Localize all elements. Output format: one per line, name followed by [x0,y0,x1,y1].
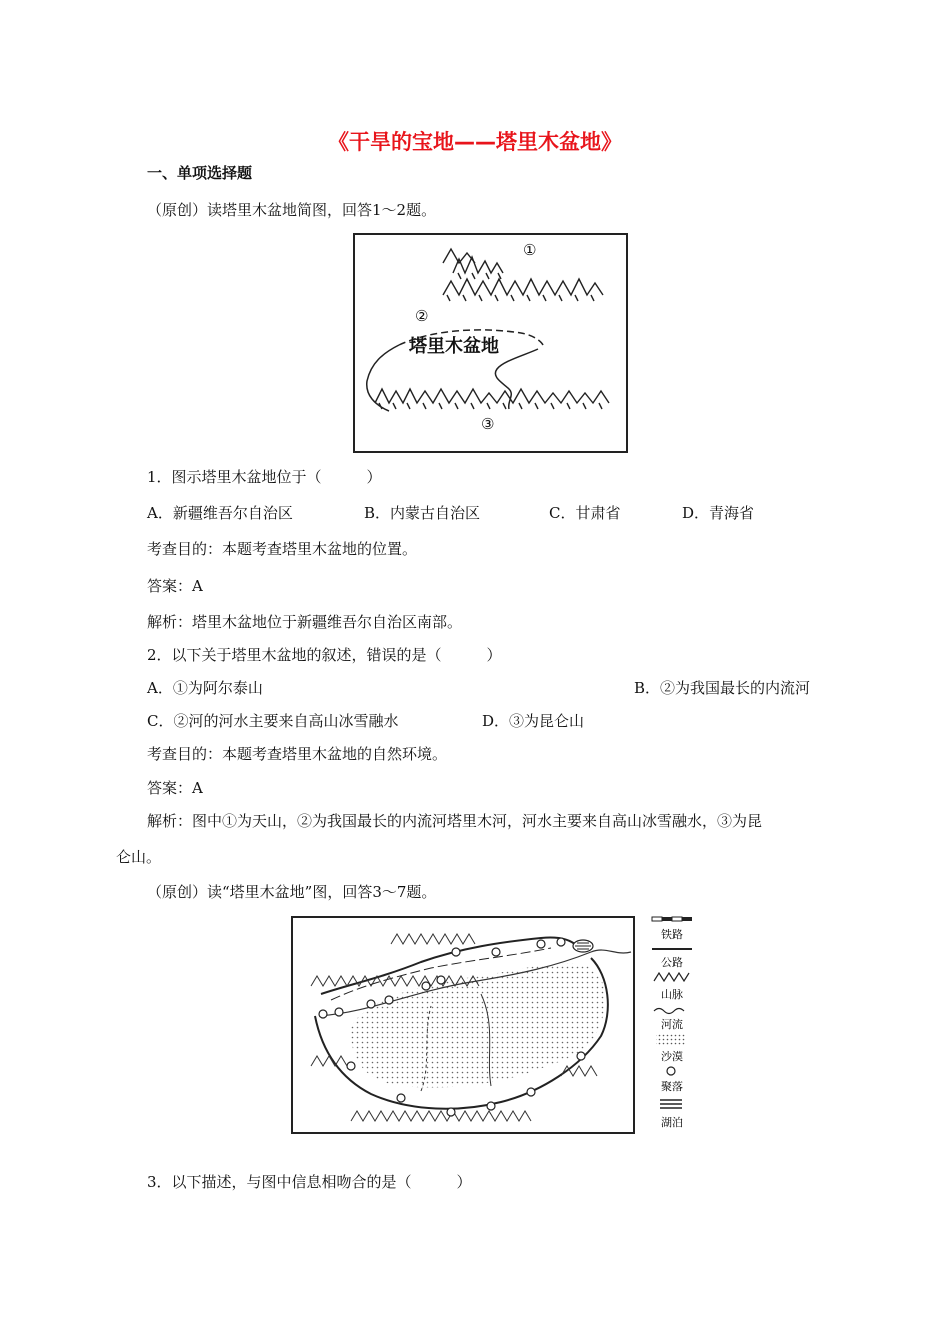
q2-analysis-line2: 仑山。 [116,848,162,866]
q1-stem: 1．图示塔里木盆地位于（ ） [147,468,382,486]
mark-2: ② [415,307,429,325]
intro-q3-7: （原创）读“塔里木盆地”图，回答3～7题。 [147,883,437,901]
q1-purpose: 考查目的：本题考查塔里木盆地的位置。 [147,540,418,558]
map-legend [650,914,694,1136]
q2-option-d[interactable]: D．③为昆仑山 [482,712,585,730]
q2-purpose: 考查目的：本题考查塔里木盆地的自然环境。 [147,745,448,763]
legend-desert: 沙漠 [661,1050,683,1063]
q1-analysis: 解析：塔里木盆地位于新疆维吾尔自治区南部。 [147,613,463,631]
mark-3: ③ [481,415,495,433]
q2-analysis-line1: 解析：图中①为天山，②为我国最长的内流河塔里木河，河水主要来自高山冰雪融水，③为昆 [147,812,763,830]
q1-option-d[interactable]: D．青海省 [682,504,755,522]
tarim-basin-detailed-map [291,916,637,1136]
legend-road: 公路 [661,956,683,969]
page-title: 《干旱的宝地——塔里木盆地》 [328,130,622,154]
tarim-basin-sketch-map [353,233,628,453]
legend-river: 河流 [661,1018,683,1031]
intro-q1-2: （原创）读塔里木盆地简图，回答1～2题。 [147,201,437,219]
q2-option-b[interactable]: B．②为我国最长的内流河 [634,679,811,697]
q1-answer: 答案：A [147,577,203,595]
legend-settlement: 聚落 [661,1080,683,1093]
q1-option-b[interactable]: B．内蒙古自治区 [364,504,481,522]
q2-answer: 答案：A [147,779,203,797]
mark-1: ① [523,241,537,259]
section-heading: 一、单项选择题 [147,164,253,182]
q1-option-c[interactable]: C．甘肃省 [549,504,621,522]
q2-stem: 2．以下关于塔里木盆地的叙述，错误的是（ ） [147,646,502,664]
q2-option-a[interactable]: A．①为阿尔泰山 [147,679,263,697]
q1-option-a[interactable]: A．新疆维吾尔自治区 [147,504,293,522]
legend-railway: 铁路 [661,928,683,941]
q3-stem: 3．以下描述，与图中信息相吻合的是（ ） [147,1173,472,1191]
legend-lake: 湖泊 [661,1116,683,1129]
basin-label: 塔里木盆地 [409,336,499,357]
q2-option-c[interactable]: C．②河的河水主要来自高山冰雪融水 [147,712,399,730]
legend-mountain: 山脉 [661,988,683,1001]
